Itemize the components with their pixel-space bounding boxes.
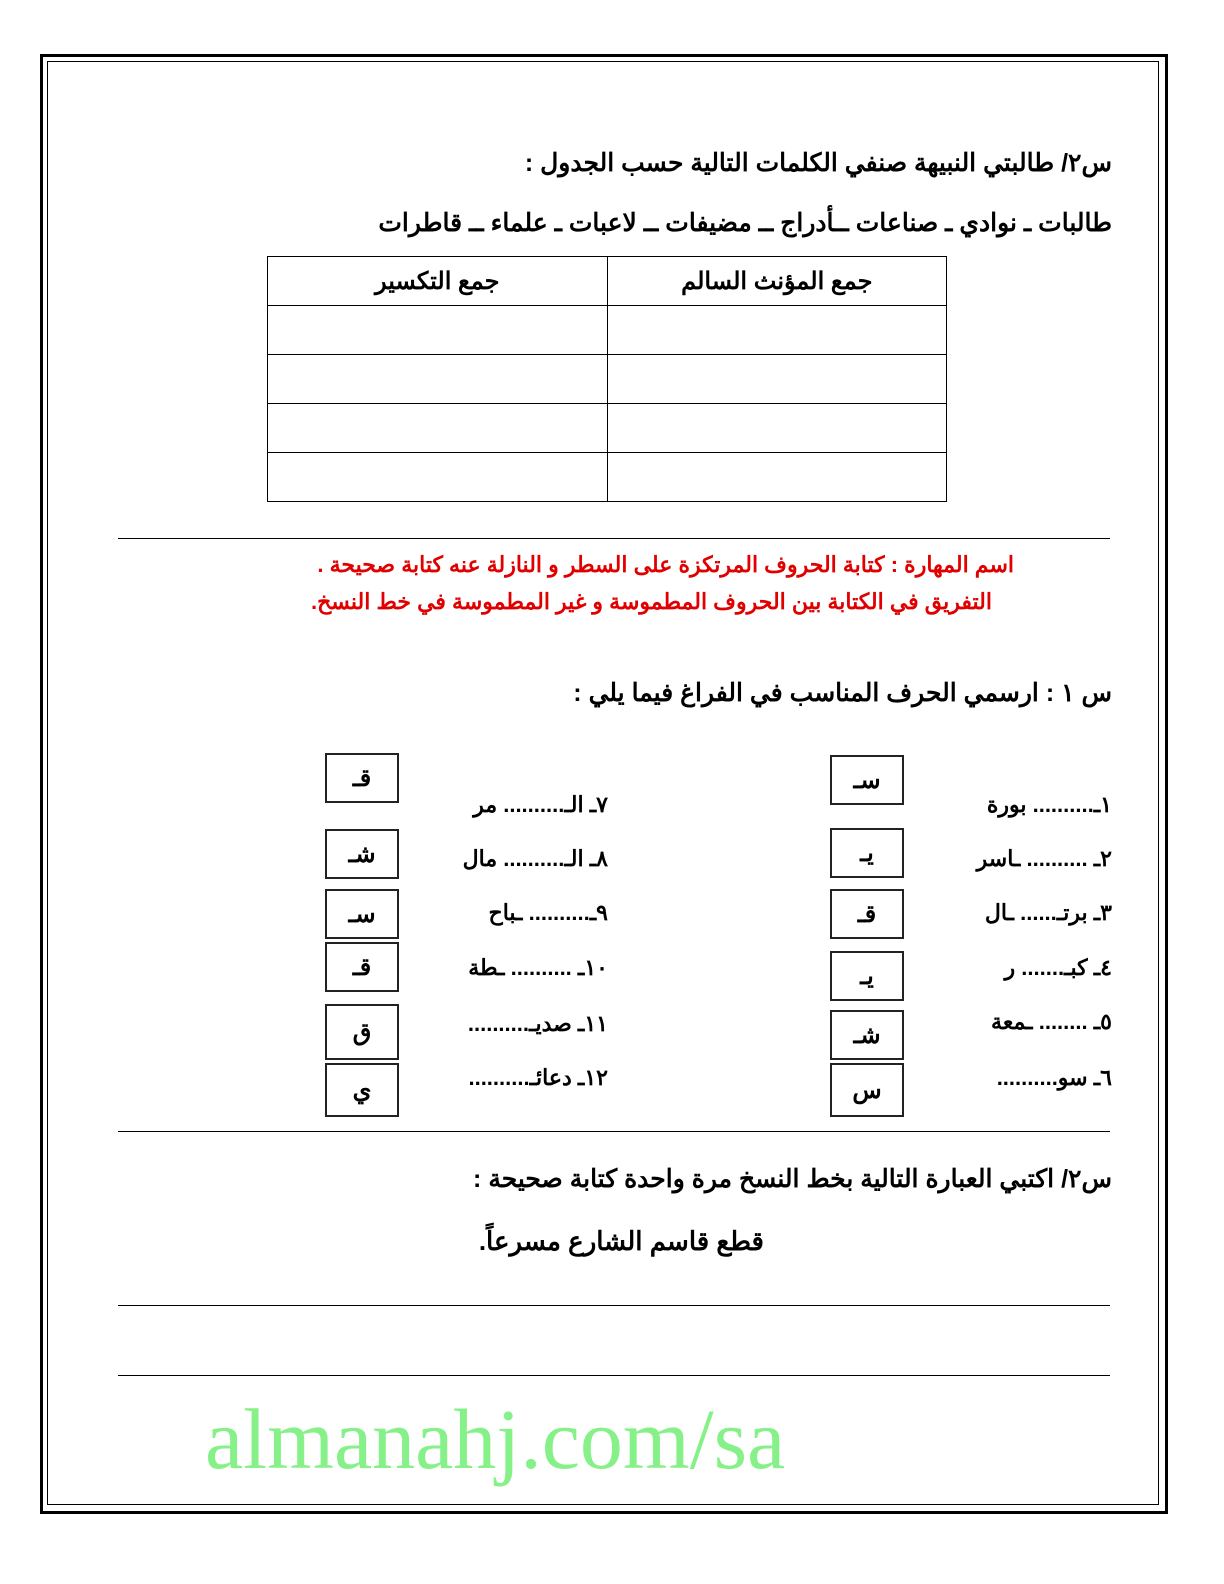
- answer-cell[interactable]: [607, 404, 947, 453]
- letter-box: ي: [325, 1063, 399, 1117]
- classify-question: س٢/ طالبتي النبيهة صنفي الكلمات التالية حسب الجدول :: [524, 149, 1112, 177]
- divider: [118, 538, 1110, 539]
- answer-cell[interactable]: [607, 306, 947, 355]
- item-11: ١١ـ صديـ..........: [467, 1011, 608, 1036]
- item-7: ٧ـ الـ.......... مر: [473, 792, 608, 817]
- item-9: ٩ـ.......... ـباح: [488, 900, 608, 925]
- answer-cell[interactable]: [268, 306, 608, 355]
- skill-line-1: اسم المهارة : كتابة الحروف المرتكزة على السطر و النازلة عنه كتابة صحيحة .: [317, 552, 1014, 577]
- answer-cell[interactable]: [607, 453, 947, 502]
- letter-box: قـ: [325, 942, 399, 992]
- letter-box: قـ: [830, 889, 904, 939]
- word-list: طالبات ـ نوادي ـ صناعات ــأدراج ــ مضيفات ــ لاعبات ـ علماء ــ قاطرات: [378, 209, 1112, 237]
- answer-cell[interactable]: [268, 404, 608, 453]
- classification-table: [267, 256, 947, 502]
- watermark: almanahj.com/sa: [205, 1391, 786, 1487]
- copy-question: س٢/ اكتبي العبارة التالية بخط النسخ مرة واحدة كتابة صحيحة :: [473, 1165, 1112, 1193]
- item-3: ٣ـ برتـ...... ـال: [984, 900, 1112, 925]
- item-8: ٨ـ الـ.......... مال: [462, 846, 608, 871]
- item-2: ٢ـ .......... ـاسر: [976, 846, 1112, 871]
- item-4: ٤ـ كبـ....... ر: [1004, 955, 1112, 980]
- item-5: ٥ـ ........ ـمعة: [991, 1009, 1112, 1034]
- writing-line[interactable]: [118, 1305, 1110, 1306]
- item-10: ١٠ـ .......... ـطة: [468, 955, 608, 980]
- item-6: ٦ـ سو..........: [996, 1065, 1112, 1090]
- divider: [118, 1131, 1110, 1132]
- copy-sentence: قطع قاسم الشارع مسرعاً.: [478, 1226, 764, 1256]
- item-12: ١٢ـ دعائـ..........: [468, 1065, 608, 1090]
- letter-box: يـ: [830, 828, 904, 878]
- answer-cell[interactable]: [268, 355, 608, 404]
- answer-cell[interactable]: [607, 355, 947, 404]
- letter-box: يـ: [830, 951, 904, 1001]
- writing-line[interactable]: [118, 1375, 1110, 1376]
- letter-box: ق: [325, 1004, 399, 1060]
- header-broken-plural: جمع التكسير: [268, 257, 608, 306]
- letter-box: سـ: [325, 889, 399, 939]
- item-1: ١ـ.......... بورة: [986, 792, 1112, 817]
- letter-box: سـ: [830, 755, 904, 805]
- letter-box: شـ: [325, 829, 399, 879]
- fill-question: س ١ : ارسمي الحرف المناسب في الفراغ فيما يلي :: [573, 679, 1112, 707]
- letter-box: شـ: [830, 1010, 904, 1060]
- header-sound-feminine-plural: جمع المؤنث السالم: [607, 257, 947, 306]
- letter-box: س: [830, 1063, 904, 1117]
- letter-box: قـ: [325, 753, 399, 803]
- answer-cell[interactable]: [268, 453, 608, 502]
- skill-line-2: التفريق في الكتابة بين الحروف المطموسة و غير المطموسة في خط النسخ.: [310, 589, 992, 614]
